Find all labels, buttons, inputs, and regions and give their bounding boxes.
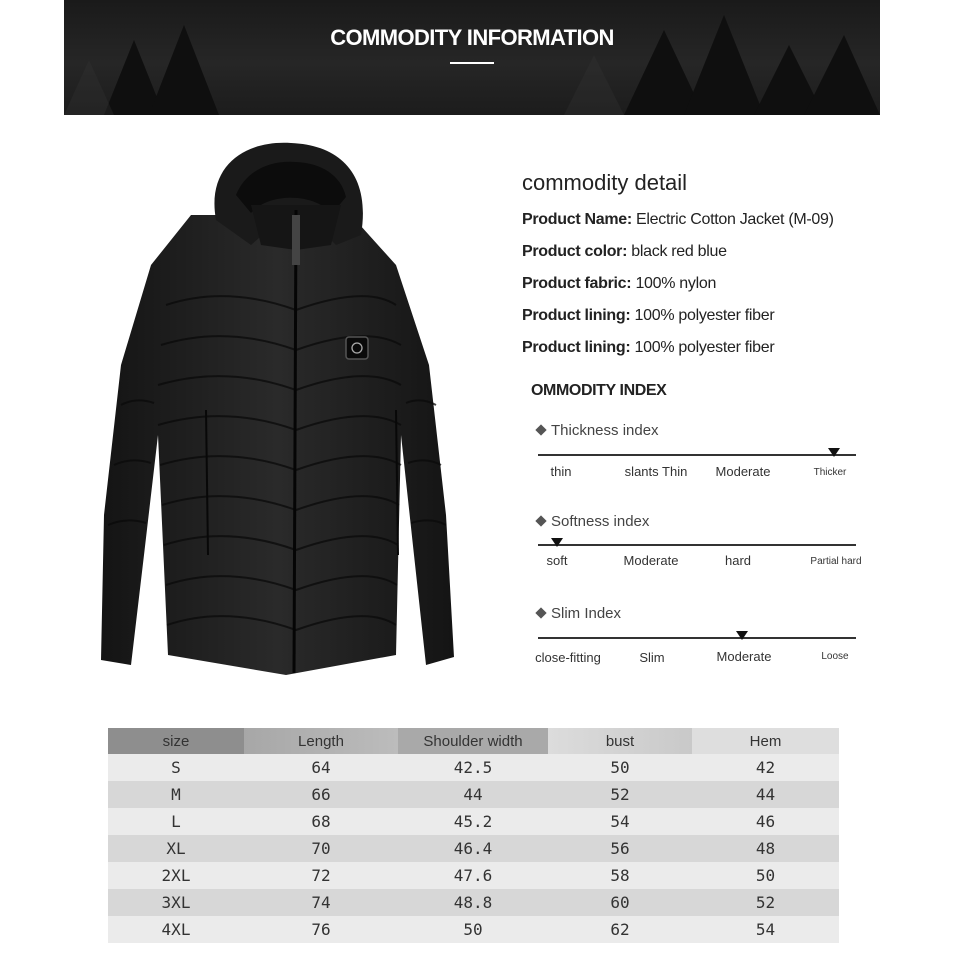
table-row: [108, 889, 839, 916]
table-cell: 68: [244, 808, 398, 835]
size-table: [108, 728, 839, 943]
table-cell: M: [108, 781, 244, 808]
slim-index-label: Slim Index: [534, 605, 621, 622]
table-cell: 4XL: [108, 916, 244, 943]
table-cell: 42: [692, 754, 839, 781]
scale-tick-label: soft: [546, 553, 568, 568]
column-header: Length: [244, 728, 398, 754]
scale-tick-label: Slim: [639, 650, 665, 665]
table-cell: 70: [244, 835, 398, 862]
table-cell: 2XL: [108, 862, 244, 889]
table-row: [108, 835, 839, 862]
table-cell: 74: [244, 889, 398, 916]
commodity-detail: [522, 170, 922, 364]
detail-row: [522, 204, 922, 236]
table-cell: 58: [548, 862, 692, 889]
thickness-index-label: Thickness index: [534, 422, 659, 439]
table-cell: 46.4: [398, 835, 548, 862]
scale-tick-label: Moderate: [715, 464, 771, 479]
detail-value: 100% polyester fiber: [630, 307, 775, 324]
scale-tick-label: thin: [550, 464, 572, 479]
table-cell: 52: [548, 781, 692, 808]
table-cell: 66: [244, 781, 398, 808]
column-header: Hem: [692, 728, 839, 754]
detail-key: Product lining:: [522, 339, 631, 356]
table-row: [108, 862, 839, 889]
banner-underline: [450, 62, 494, 64]
softness-marker-icon: [551, 538, 563, 547]
column-header: size: [108, 728, 244, 754]
thickness-marker-icon: [828, 448, 840, 457]
detail-value: 100% nylon: [631, 275, 717, 292]
banner-title: COMMODITY INFORMATION: [330, 25, 614, 50]
detail-value: black red blue: [627, 243, 727, 260]
table-cell: 44: [692, 781, 839, 808]
thickness-index: [530, 422, 870, 492]
table-cell: 48.8: [398, 889, 548, 916]
table-row: [108, 916, 839, 943]
detail-key: Product fabric:: [522, 275, 632, 292]
table-cell: 50: [548, 754, 692, 781]
table-cell: 62: [548, 916, 692, 943]
table-cell: 50: [398, 916, 548, 943]
scale-tick-label: Loose: [821, 651, 849, 662]
table-row: [108, 781, 839, 808]
table-cell: 72: [244, 862, 398, 889]
softness-index-label: Softness index: [534, 513, 649, 530]
detail-key: Product lining:: [522, 307, 631, 324]
detail-title: commodity detail: [522, 170, 688, 195]
slim-index: [530, 605, 870, 675]
softness-index: [530, 513, 870, 583]
softness-scale-line: [538, 544, 856, 546]
table-cell: L: [108, 808, 244, 835]
table-cell: S: [108, 754, 244, 781]
scale-tick-label: slants Thin: [624, 464, 688, 479]
detail-row: [522, 236, 922, 268]
detail-row: [522, 332, 922, 364]
table-cell: 54: [548, 808, 692, 835]
table-cell: 64: [244, 754, 398, 781]
diamond-icon: [535, 515, 546, 526]
forest-silhouette-decoration: [64, 0, 880, 115]
table-cell: 76: [244, 916, 398, 943]
table-cell: 50: [692, 862, 839, 889]
table-cell: 54: [692, 916, 839, 943]
table-cell: 46: [692, 808, 839, 835]
index-title: OMMODITY INDEX: [531, 382, 667, 399]
scale-tick-label: Moderate: [716, 649, 772, 664]
detail-value: 100% polyester fiber: [630, 339, 775, 356]
scale-tick-label: Partial hard: [810, 556, 862, 567]
detail-row: [522, 268, 922, 300]
slim-marker-icon: [736, 631, 748, 640]
detail-row: [522, 300, 922, 332]
scale-tick-label: hard: [724, 553, 752, 568]
slim-scale-line: [538, 637, 856, 639]
header-banner: [64, 0, 880, 115]
table-cell: 42.5: [398, 754, 548, 781]
table-cell: 48: [692, 835, 839, 862]
table-row: [108, 808, 839, 835]
table-cell: 47.6: [398, 862, 548, 889]
column-header: bust: [548, 728, 692, 754]
table-cell: 3XL: [108, 889, 244, 916]
scale-tick-label: Moderate: [623, 553, 679, 568]
detail-value: Electric Cotton Jacket (M-09): [631, 211, 834, 228]
diamond-icon: [535, 424, 546, 435]
diamond-icon: [535, 607, 546, 618]
table-cell: 45.2: [398, 808, 548, 835]
detail-key: Product color:: [522, 243, 628, 260]
table-cell: 44: [398, 781, 548, 808]
scale-tick-label: Thicker: [813, 467, 847, 478]
table-cell: 56: [548, 835, 692, 862]
jacket-image: [96, 135, 456, 680]
thickness-scale-line: [538, 454, 856, 456]
table-cell: 60: [548, 889, 692, 916]
detail-key: Product Name:: [522, 211, 632, 228]
table-cell: XL: [108, 835, 244, 862]
table-cell: 52: [692, 889, 839, 916]
scale-tick-label: close-fitting: [535, 650, 601, 665]
column-header: Shoulder width: [398, 728, 548, 754]
table-header-row: [108, 728, 839, 754]
table-row: [108, 754, 839, 781]
